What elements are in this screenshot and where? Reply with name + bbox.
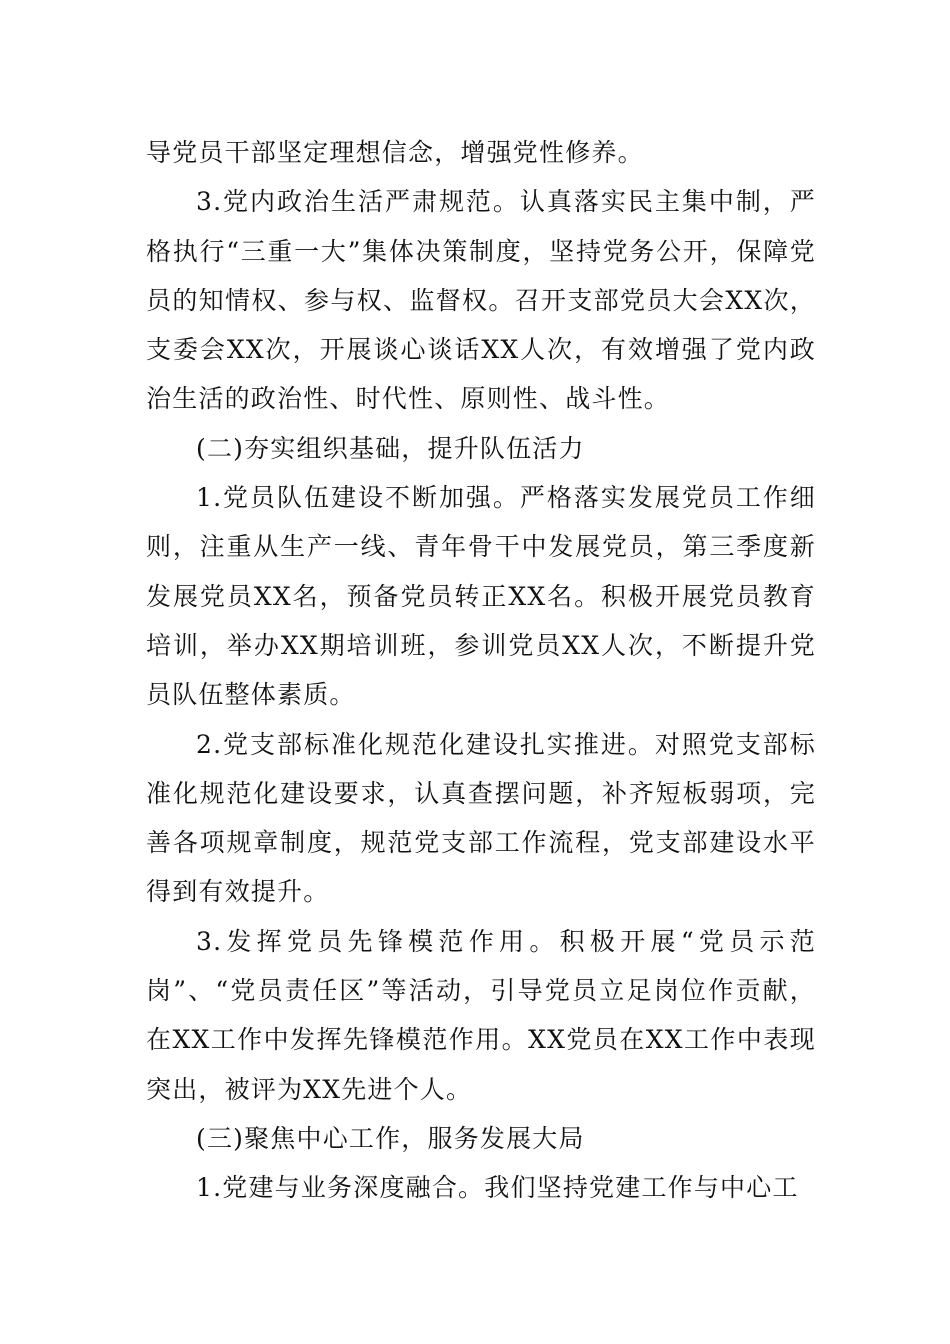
paragraph-integration: 1.党建与业务深度融合。我们坚持党建工作与中心工 <box>196 1173 799 1203</box>
paragraph-vanguard-role: 3.发挥党员先锋模范作用。积极开展“党员示范岗”、“党员责任区”等活动，引导党员立足岗位作贡献，在XX工作中发挥先锋模范作用。XX党员在XX工作中表现突出，被评为XX先进个人。 <box>146 926 816 1104</box>
section-heading-2: (二)夯实组织基础，提升队伍活力 <box>196 433 585 463</box>
paragraph-branch-standardization: 2.党支部标准化规范化建设扎实推进。对照党支部标准化规范化建设要求，认真查摆问题，补齐短板弱项，完善各项规章制度，规范党支部工作流程，党支部建设水平得到有效提升。 <box>146 729 816 907</box>
paragraph-continued: 导党员干部坚定理想信念，增强党性修养。 <box>146 138 644 167</box>
document-body <box>146 128 816 1213</box>
section-heading-3: (三)聚焦中心工作，服务发展大局 <box>196 1123 585 1153</box>
paragraph-team-building: 1.党员队伍建设不断加强。严格落实发展党员工作细则，注重从生产一线、青年骨干中发展党员，第三季度新发展党员XX名，预备党员转正XX名。积极开展党员教育培训，举办XX期培训班，参训党员XX人次，不断提升党员队伍整体素质。 <box>146 483 816 710</box>
paragraph-party-life: 3.党内政治生活严肃规范。认真落实民主集中制，严格执行“三重一大”集体决策制度，坚持党务公开，保障党员的知情权、参与权、监督权。召开支部党员大会XX次，支委会XX次，开展谈心谈话XX人次，有效增强了党内政治生活的政治性、时代性、原则性、战斗性。 <box>146 187 816 414</box>
